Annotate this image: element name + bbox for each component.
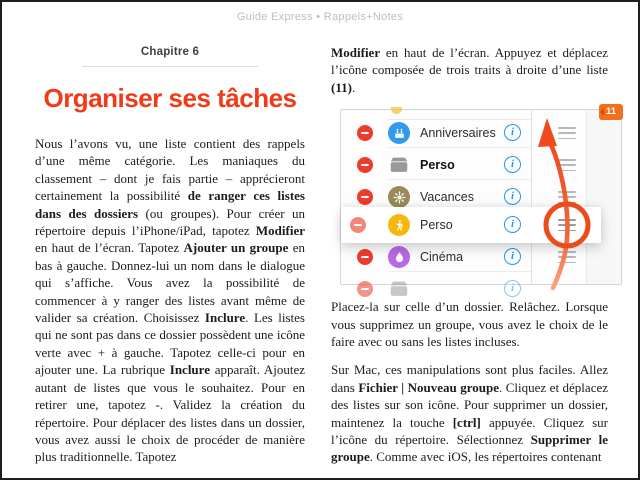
remove-minus-icon — [357, 249, 373, 265]
body-paragraph: Nous l’avons vu, une liste contient des rappels d’une même catégorie. Les maniaques du classement – dont je fais partie – apprécieront certainement la possibilité de ranger ces listes dans des dossiers (ou groupes). Pour créer un répertoire depuis l’iPhone/iPad, tapotez Modifier en haut de l’écran. Tapotez Ajouter un groupe en bas à gauche. Donnez-lui un nom dans le dialogue qui s’affiche. Vous avez la possibilité de commencer à y ranger des listes avant même de valider sa création. Choisissez Inclure. Les listes qui ne sont pas dans ce dossier possèdent une icône verte avec + à gauche. Tapotez celle-ci pour en ajouter une. La rubrique Inclure apparaît. Ajoutez autant de listes que vous le souhaitez. Pour en retirer une, tapotez -. Validez la création du répertoire. Pour déplacer des listes dans un dossier, vous avez aussi le choix de procéder de manière plus traditionnelle. Tapotez — [35, 136, 306, 465]
list-label: Perso — [420, 218, 453, 233]
remove-minus-icon — [357, 189, 373, 205]
info-icon: i — [504, 216, 521, 233]
reminders-row — [341, 242, 623, 272]
reminders-row-cutoff — [341, 274, 623, 304]
info-icon: i — [504, 188, 521, 205]
remove-minus-icon — [350, 217, 366, 233]
list-label: Cinéma — [420, 250, 464, 265]
remove-minus-icon — [357, 125, 373, 141]
walking-person-icon — [388, 214, 410, 236]
remove-minus-icon — [357, 281, 373, 297]
list-label: Vacances — [420, 190, 474, 205]
left-column — [35, 46, 305, 466]
reminders-row-dragged — [341, 207, 601, 243]
group-box-icon — [387, 154, 411, 176]
drag-handle-icon — [558, 159, 576, 171]
figure-reminders-screenshot — [340, 106, 622, 295]
list-label: Perso — [420, 158, 455, 173]
remove-minus-icon — [357, 157, 373, 173]
cutoff-list-icon — [391, 107, 402, 114]
drag-handle-icon — [558, 191, 576, 203]
right-column — [331, 44, 617, 466]
chapter-divider — [82, 66, 258, 67]
row-separator — [388, 179, 531, 180]
drag-handle-icon — [558, 219, 576, 231]
birthday-cake-icon — [388, 122, 410, 144]
row-separator — [388, 147, 531, 148]
drag-handle-icon — [558, 251, 576, 263]
info-icon: i — [504, 280, 521, 297]
body-paragraph: Modifier en haut de l’écran. Appuyez et déplacez l’icône composée de trois traits à droite d’une liste (11). — [331, 45, 608, 95]
row-separator — [388, 271, 531, 272]
chapter-label: Chapitre 6 — [140, 46, 200, 58]
info-icon: i — [504, 124, 521, 141]
callout-badge: 11 — [599, 104, 623, 120]
info-icon: i — [504, 248, 521, 265]
drag-handle-icon — [558, 127, 576, 139]
reminders-row — [341, 150, 623, 180]
page-title: Organiser ses tâches — [43, 83, 297, 113]
group-box-icon — [387, 278, 411, 300]
reminders-row — [341, 118, 623, 148]
flame-icon — [388, 246, 410, 268]
list-label: Anniversaires — [420, 126, 496, 141]
running-header: Guide Express • Rappels+Notes — [236, 11, 404, 23]
reminders-edit-list — [340, 109, 622, 295]
body-paragraph: Placez-la sur celle d’un dossier. Relâchez. Lorsque vous supprimez un groupe, vous avez le choix de le faire avec ou sans les listes incluses. — [331, 299, 608, 350]
sun-icon — [388, 186, 410, 208]
body-paragraph: Sur Mac, ces manipulations sont plus faciles. Allez dans Fichier | Nouveau groupe. Cliquez et déplacez des listes sur son icône. Pour supprimer un dossier, maintenez la touche [ctrl] appuyée. Cliquez sur l’icône du répertoire. Sélectionnez Supprimer le groupe. Comme avec iOS, les répertoires contenant — [331, 362, 609, 465]
info-icon: i — [504, 156, 521, 173]
